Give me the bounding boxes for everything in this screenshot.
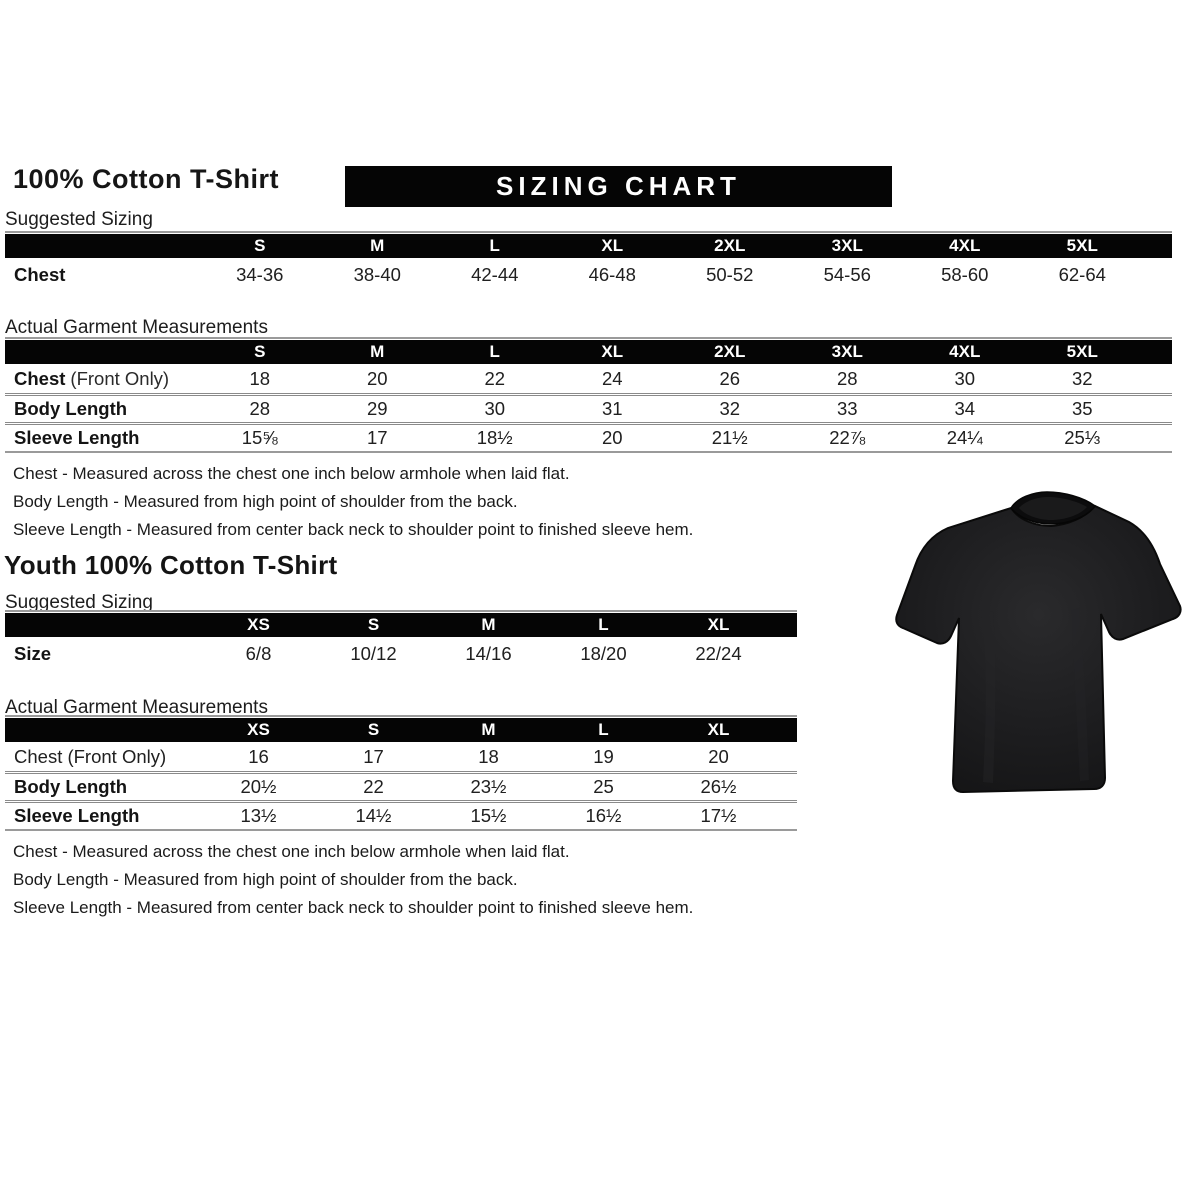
measure-cell: 62-64 <box>1058 264 1106 285</box>
measure-cell: 15⅝ <box>241 427 278 448</box>
size-col-header: 2XL <box>714 342 746 361</box>
size-col-header: XS <box>247 720 270 739</box>
adult-sleeve-length-row <box>5 422 1172 451</box>
youth-actual-header-row <box>5 718 797 742</box>
size-col-header: M <box>481 615 496 634</box>
measure-cell: 19 <box>593 745 614 767</box>
measure-cell: 20½ <box>240 776 277 797</box>
size-col-header: L <box>489 342 500 361</box>
size-col-header: XL <box>707 720 730 739</box>
measure-cell: 28 <box>249 398 271 419</box>
youth-body-length-row <box>5 771 797 800</box>
measure-cell: 18 <box>478 745 499 767</box>
youth-measurement-notes <box>13 838 793 922</box>
size-col-header: 3XL <box>831 342 863 361</box>
table-top-rule <box>5 715 797 717</box>
measure-cell: 22⅞ <box>829 427 866 448</box>
size-col-header: 2XL <box>714 236 746 255</box>
adult-actual-table <box>5 337 1172 453</box>
measure-cell: 26 <box>719 367 741 389</box>
measure-cell: 17 <box>363 745 384 767</box>
youth-section-heading: Youth 100% Cotton T-Shirt <box>4 550 338 580</box>
measure-cell: 54-56 <box>823 264 871 285</box>
size-col-header: 3XL <box>831 236 863 255</box>
measure-cell: 20 <box>601 427 623 448</box>
size-col-header: 5XL <box>1066 342 1098 361</box>
measure-cell: 17½ <box>700 805 737 826</box>
measure-cell: 20 <box>366 367 388 389</box>
size-col-header: S <box>254 342 266 361</box>
measure-cell: 20 <box>708 745 729 767</box>
youth-sleeve-length-row <box>5 800 797 829</box>
row-label: Body Length <box>14 398 128 419</box>
black-tshirt-graphic <box>893 490 1185 802</box>
adult-actual-measurements-label: Actual Garment Measurements <box>5 317 268 338</box>
row-label: Chest <box>14 367 66 389</box>
youth-suggested-table <box>5 610 797 671</box>
note-chest: Chest - Measured across the chest one inch below armhole when laid flat. <box>13 464 570 483</box>
measure-cell: 18/20 <box>580 643 627 664</box>
size-col-header: M <box>481 720 496 739</box>
note-body-length: Body Length - Measured from high point of shoulder from the back. <box>13 492 518 511</box>
measure-cell: 15½ <box>470 805 507 826</box>
measure-cell: 18 <box>249 367 271 389</box>
size-col-header: 5XL <box>1066 236 1098 255</box>
adult-chest-row <box>5 364 1172 393</box>
measure-cell: 29 <box>366 398 388 419</box>
row-label: Size <box>14 643 52 664</box>
measure-cell: 34-36 <box>236 264 284 285</box>
measure-cell: 18½ <box>476 427 513 448</box>
banner-label: SIZING CHART <box>496 171 741 201</box>
measure-cell: 14/16 <box>465 643 512 664</box>
measure-cell: 33 <box>836 398 858 419</box>
measure-cell: 16 <box>248 745 269 767</box>
size-col-header: 4XL <box>949 236 981 255</box>
size-col-header: L <box>598 615 609 634</box>
page-title: 100% Cotton T-Shirt <box>13 164 280 194</box>
note-sleeve-length: Sleeve Length - Measured from center back neck to shoulder point to finished sleeve hem. <box>13 520 694 539</box>
measure-cell: 38-40 <box>353 264 401 285</box>
adult-suggested-chest-row <box>5 258 1172 292</box>
measure-cell: 28 <box>836 367 858 389</box>
measure-cell: 24¼ <box>946 427 983 448</box>
measure-cell: 17 <box>366 427 388 448</box>
measure-cell: 16½ <box>585 805 622 826</box>
row-label: Body Length <box>14 776 128 797</box>
row-label-suffix: (Front Only) <box>70 367 170 389</box>
note-chest: Chest - Measured across the chest one inch below armhole when laid flat. <box>13 842 570 861</box>
size-col-header: XL <box>601 342 624 361</box>
measure-cell: 13½ <box>240 805 277 826</box>
size-col-header: L <box>489 236 500 255</box>
measure-cell: 23½ <box>470 776 507 797</box>
size-col-header: 4XL <box>949 342 981 361</box>
size-col-header: XS <box>247 615 270 634</box>
size-col-header: XL <box>601 236 624 255</box>
youth-suggested-size-row <box>5 637 797 671</box>
measure-cell: 31 <box>601 398 623 419</box>
youth-actual-table <box>5 715 797 831</box>
note-body-length: Body Length - Measured from high point of shoulder from the back. <box>13 870 518 889</box>
measure-cell: 22 <box>363 776 384 797</box>
measure-cell: 22 <box>484 367 506 389</box>
tshirt-image <box>893 490 1185 802</box>
measure-cell: 25 <box>593 776 614 797</box>
measure-cell: 42-44 <box>471 264 519 285</box>
table-top-rule <box>5 231 1172 233</box>
measure-cell: 34 <box>954 398 976 419</box>
measure-cell: 32 <box>719 398 741 419</box>
row-label: Sleeve Length <box>14 805 140 826</box>
row-label: Chest (Front Only) <box>14 745 167 767</box>
youth-chest-row <box>5 742 797 771</box>
adult-suggested-table <box>5 231 1172 292</box>
measure-cell: 6/8 <box>245 643 272 664</box>
measure-cell: 30 <box>954 367 976 389</box>
row-label: Sleeve Length <box>14 427 140 448</box>
measure-cell: 21½ <box>711 427 748 448</box>
table-top-rule <box>5 337 1172 339</box>
size-col-header: L <box>598 720 609 739</box>
sizing-chart-banner <box>345 166 892 207</box>
size-col-header: S <box>367 720 380 739</box>
measure-cell: 22/24 <box>695 643 742 664</box>
youth-suggested-header-row <box>5 613 797 637</box>
youth-actual-measurements-label: Actual Garment Measurements <box>5 697 268 718</box>
measure-cell: 25⅓ <box>1064 427 1101 448</box>
adult-actual-header-row <box>5 340 1172 364</box>
adult-measurement-notes <box>13 460 793 544</box>
note-sleeve-length: Sleeve Length - Measured from center back neck to shoulder point to finished sleeve hem. <box>13 898 694 917</box>
measure-cell: 35 <box>1071 398 1093 419</box>
measure-cell: 14½ <box>355 805 392 826</box>
row-label: Chest <box>14 264 66 285</box>
size-col-header: XL <box>707 615 730 634</box>
measure-cell: 24 <box>601 367 623 389</box>
measure-cell: 26½ <box>700 776 737 797</box>
measure-cell: 46-48 <box>588 264 636 285</box>
adult-suggested-sizing-label: Suggested Sizing <box>5 209 153 230</box>
youth-suggested-sizing-label: Suggested Sizing <box>5 592 153 613</box>
adult-suggested-header-row <box>5 234 1172 258</box>
size-col-header: S <box>367 615 380 634</box>
measure-cell: 10/12 <box>350 643 397 664</box>
size-col-header: M <box>370 342 385 361</box>
table-top-rule <box>5 610 797 612</box>
size-col-header: M <box>370 236 385 255</box>
measure-cell: 32 <box>1071 367 1093 389</box>
measure-cell: 58-60 <box>941 264 989 285</box>
adult-body-length-row <box>5 393 1172 422</box>
measure-cell: 30 <box>484 398 506 419</box>
size-col-header: S <box>254 236 266 255</box>
measure-cell: 50-52 <box>706 264 754 285</box>
